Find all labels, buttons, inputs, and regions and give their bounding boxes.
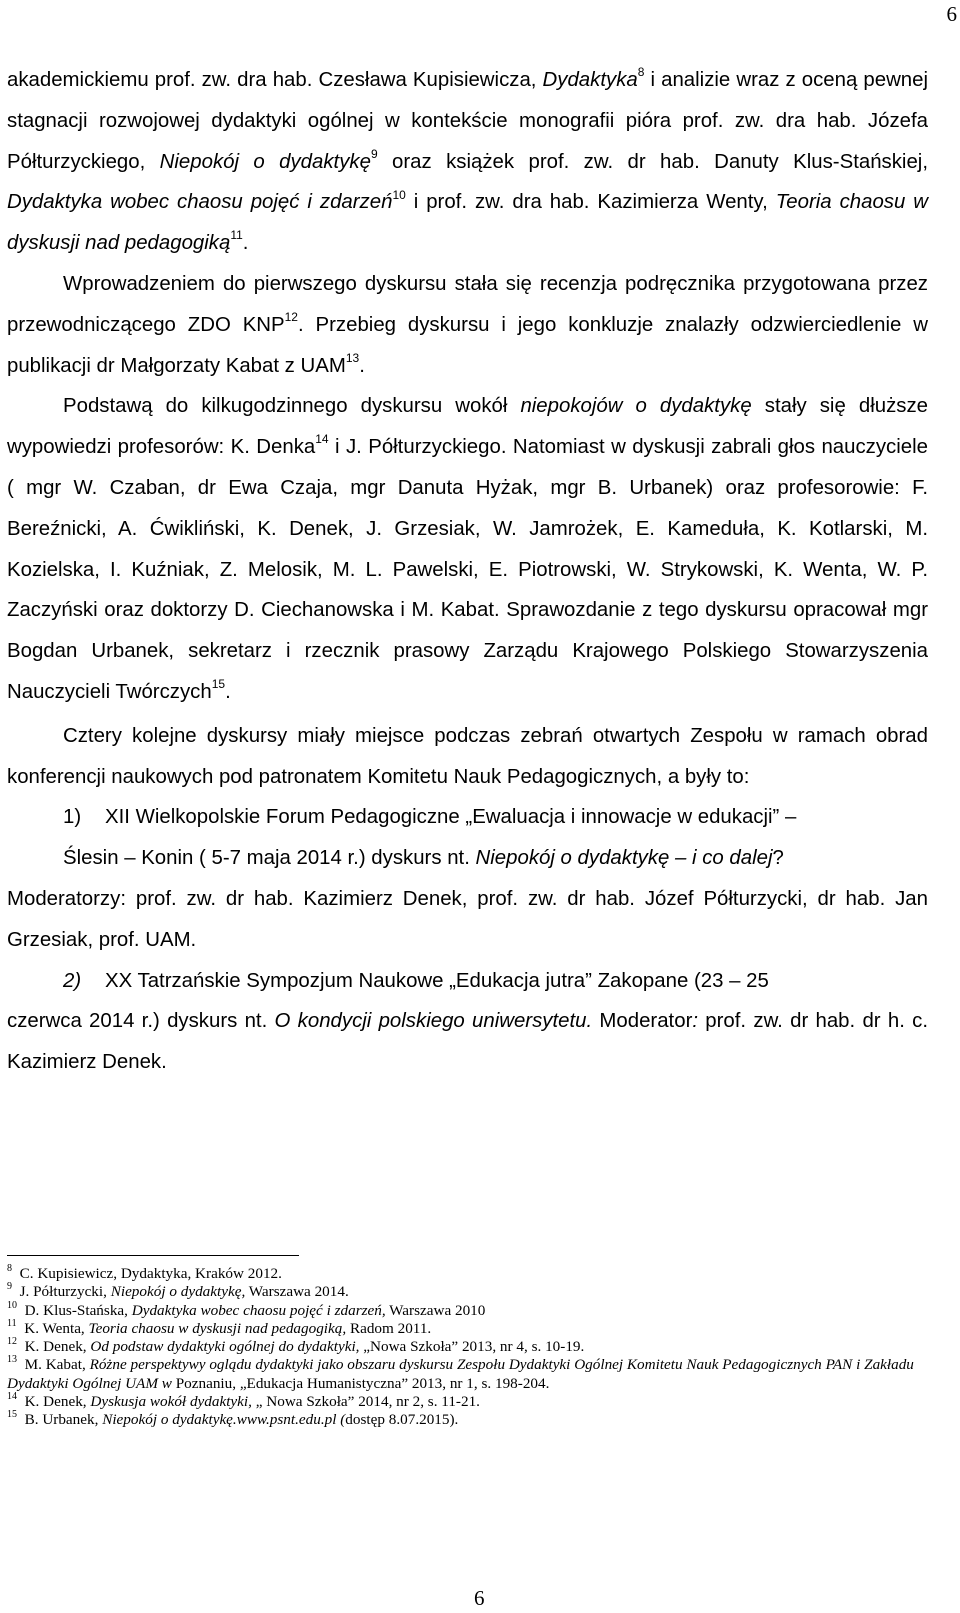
footnote-text: Radom 2011. xyxy=(346,1319,432,1337)
footnote-ref-14[interactable]: 14 xyxy=(315,432,329,447)
footnote-ref-12[interactable]: 12 xyxy=(284,309,298,324)
text: i analizie wraz z oceną pewnej stagnacji rozwojowej dydaktyki ogólnej w kontekście monografii pióra prof. zw. dra hab. Józefa Półturzyckiego, xyxy=(7,69,928,173)
text: XII Wielkopolskie Forum Pedagogiczne „Ewaluacja i innowacje w edukacji” – xyxy=(105,806,797,829)
main-text xyxy=(7,60,928,1083)
text: XX Tatrzańskie Sympozjum Naukowe „Edukacja jutra” Zakopane (23 – 25 xyxy=(105,969,769,992)
list-number: 1) xyxy=(63,806,82,829)
footnote-ref-8[interactable]: 8 xyxy=(637,65,645,80)
italic-phrase: niepokojów o dydaktykę xyxy=(520,395,752,418)
book-title: Dydaktyka xyxy=(542,69,638,91)
footnote-number: 13 xyxy=(7,1354,17,1366)
footnote-separator xyxy=(7,1255,299,1256)
list-item-1 xyxy=(7,797,928,838)
text: Cztery kolejne dyskursy miały miejsce podczas zebrań otwartych Zespołu w ramach obrad konferencji naukowych pod patronatem Komitetu Nauk Pedagogicznych, a były to: xyxy=(7,724,928,788)
footnote-11 xyxy=(7,1317,928,1338)
footnote-text: dostęp 8.07.2015). xyxy=(345,1411,459,1429)
footnote-text: K. Denek, xyxy=(24,1393,91,1411)
footnote-text: K. Denek, xyxy=(24,1338,91,1356)
footnote-9 xyxy=(7,1283,928,1301)
page-number-bottom: 6 xyxy=(474,1586,485,1610)
text: Wprowadzeniem do pierwszego dyskursu stała się recenzja podręcznika przygotowana przez przewodniczącego ZDO KNP xyxy=(7,272,928,336)
footnote-15 xyxy=(7,1411,928,1429)
paragraph-3 xyxy=(7,386,928,712)
list-item-2-continuation xyxy=(7,1001,928,1083)
footnote-text: B. Urbanek, xyxy=(24,1411,103,1429)
text: . Przebieg dyskursu i jego konkluzje znalazły odzwierciedlenie w publikacji dr Małgorzaty Kabat z UAM xyxy=(7,313,928,377)
footnote-title: Dyskusja wokół dydaktyki, xyxy=(90,1393,252,1411)
text: . xyxy=(242,232,249,255)
italic-topic: Niepokój o dydaktykę – i co dalej xyxy=(475,847,773,870)
footnote-title: Teoria chaosu w dyskusji nad pedagogiką, xyxy=(88,1319,347,1337)
footnote-title: Dydaktyka wobec chaosu pojęć i zdarzeń, xyxy=(131,1301,386,1319)
footnote-ref-13[interactable]: 13 xyxy=(345,350,360,365)
footnote-text: Poznaniu, „Edukacja Humanistyczna” 2013, nr 1, s. 198-204. xyxy=(171,1374,550,1392)
footnote-text: C. Kupisiewicz, Dydaktyka, Kraków 2012. xyxy=(19,1265,282,1282)
list-item-1-line-2 xyxy=(7,838,928,879)
text: Ślesin – Konin ( 5-7 maja 2014 r.) dyskurs nt. xyxy=(63,847,476,870)
footnote-title: Niepokój o dydaktykę, xyxy=(110,1283,246,1301)
footnote-number: 15 xyxy=(7,1409,17,1421)
footnote-text: M. Kabat, xyxy=(24,1356,90,1374)
book-title: Dydaktyka wobec chaosu pojęć i zdarzeń xyxy=(7,191,393,214)
list-item-2 xyxy=(7,961,928,1002)
footnote-number: 11 xyxy=(7,1317,17,1329)
text: Podstawą do kilkugodzinnego dyskursu wokół xyxy=(63,395,521,418)
footnote-text: „ Nowa Szkoła” 2014, nr 2, s. 11-21. xyxy=(251,1393,480,1411)
footnote-text: J. Półturzycki, xyxy=(19,1283,111,1301)
book-title: Niepokój o dydaktykę xyxy=(159,150,371,173)
text: ? xyxy=(772,847,784,870)
text: Moderator xyxy=(592,1010,693,1033)
footnote-ref-9[interactable]: 9 xyxy=(370,146,378,161)
footnote-14 xyxy=(7,1393,928,1411)
paragraph-1 xyxy=(7,60,928,264)
text: . xyxy=(225,680,231,703)
paragraph-4 xyxy=(7,716,928,798)
footnote-text: K. Wenta, xyxy=(24,1319,89,1337)
footnote-ref-10[interactable]: 10 xyxy=(392,187,406,202)
footnote-number: 10 xyxy=(7,1299,17,1311)
footnote-text: „Nowa Szkoła” 2013, nr 4, s. 10-19. xyxy=(359,1338,585,1356)
book-title: Teoria chaosu w dyskusji nad pedagogiką xyxy=(7,191,929,255)
footnote-12 xyxy=(7,1338,928,1356)
text: . xyxy=(359,354,365,377)
text: stały się dłuższe wypowiedzi profesorów: K. Denka xyxy=(7,395,928,459)
footnote-title: Niepokój o dydaktykę.www.psnt.edu.pl ( xyxy=(102,1411,346,1429)
footnote-10 xyxy=(7,1299,928,1320)
text: akademickiemu prof. zw. dra hab. Czesława Kupisiewicza, xyxy=(7,69,543,91)
text: i J. Półturzyckiego. Natomiast w dyskusji zabrali głos nauczyciele ( mgr W. Czaban, dr Ewa Czaja, mgr Danuta Hyżak, mgr B. Urbanek) oraz profesorowie: F. Bereźnicki, A. Ćwikliński, K. Denek, J. Grzesiak, W. Jamrożek, E. Kameduła, K. Kotlarski, M. Kozielska, I. Kuźniak, Z. Melosik, M. L. Pawelski, E. Piotrowski, W. Strykowski, K. Wenta, W. P. Zaczyński oraz doktorzy D. Ciechanowska i M. Kabat. Sprawozdanie z tego dyskursu opracował mgr Bogdan Urbanek, sekretarz i rzecznik prasowy Zarządu Krajowego Polskiego Stowarzyszenia Nauczycieli Twórczych xyxy=(7,436,928,703)
text: prof. zw. dr hab. dr h. c. Kazimierz Denek. xyxy=(7,1010,928,1074)
footnote-ref-15[interactable]: 15 xyxy=(211,677,226,692)
footnote-text: Warszawa 2010 xyxy=(385,1301,486,1319)
text: i prof. zw. dra hab. Kazimierza Wenty, xyxy=(405,191,776,214)
footnote-number: 12 xyxy=(7,1336,17,1348)
footnotes xyxy=(7,1262,928,1430)
page-number-top: 6 xyxy=(946,2,957,26)
footnote-number: 9 xyxy=(7,1281,12,1293)
footnote-13 xyxy=(7,1356,928,1393)
list-number: 2) xyxy=(63,969,82,992)
paragraph-2 xyxy=(7,264,928,386)
text: Moderatorzy: prof. zw. dr hab. Kazimierz Denek, prof. zw. dr hab. Józef Półturzycki, dr hab. Jan Grzesiak, prof. UAM. xyxy=(7,887,928,951)
footnote-text: Warszawa 2014. xyxy=(245,1283,349,1301)
footnote-title: Różne perspektywy oglądu dydaktyki jako obszaru dyskursu Zespołu Dydaktyki Ogólnej Komitetu Nauk Pedagogicznych PAN i Zakładu Dydaktyki Ogólnej UAM w xyxy=(7,1356,914,1392)
footnote-number: 14 xyxy=(7,1391,17,1403)
footnote-8 xyxy=(7,1262,928,1283)
text: czerwca 2014 r.) dyskurs nt. xyxy=(7,1010,275,1033)
footnote-ref-11[interactable]: 11 xyxy=(230,228,243,243)
list-item-1-moderators xyxy=(7,879,928,961)
italic-topic: O kondycji polskiego uniwersytetu. xyxy=(274,1010,593,1033)
footnote-text: D. Klus-Stańska, xyxy=(24,1301,132,1319)
italic-colon: : xyxy=(692,1010,699,1033)
text: oraz książek prof. zw. dr hab. Danuty Klus-Stańskiej, xyxy=(377,150,928,173)
footnote-title: Od podstaw dydaktyki ogólnej do dydaktyki, xyxy=(90,1338,360,1356)
footnote-number: 8 xyxy=(7,1262,12,1274)
